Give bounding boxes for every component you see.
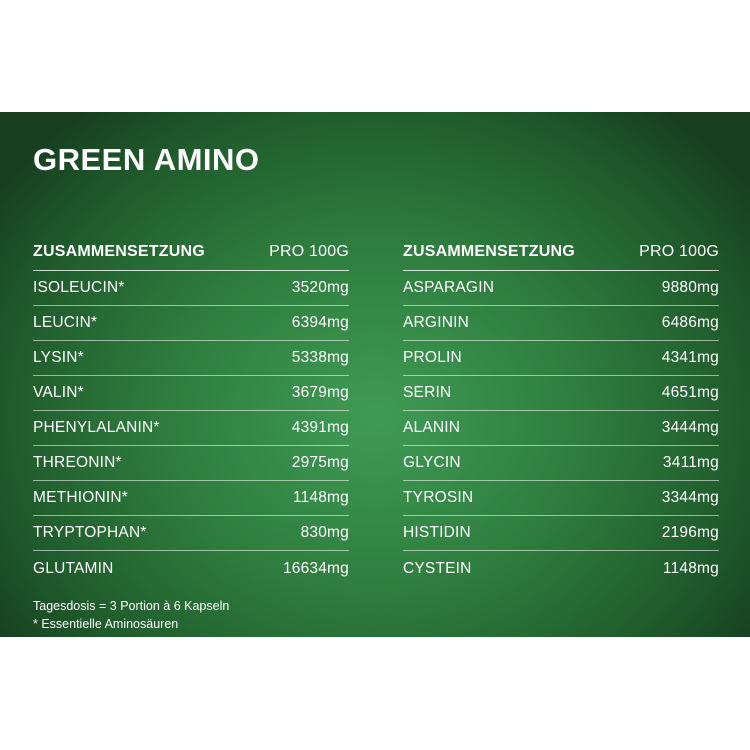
amino-name: THREONIN*	[33, 454, 122, 471]
table-row	[403, 376, 719, 411]
table-row	[33, 411, 349, 446]
amino-value: 3344mg	[661, 489, 719, 506]
table-row	[33, 271, 349, 306]
amino-table-left	[33, 234, 349, 586]
table-row	[33, 376, 349, 411]
column-header-value: PRO 100G	[269, 243, 349, 260]
amino-name: METHIONIN*	[33, 489, 128, 506]
amino-name: LYSIN*	[33, 349, 84, 366]
table-header	[33, 234, 349, 271]
amino-name: SERIN	[403, 384, 452, 401]
nutrition-panel	[0, 112, 750, 637]
amino-value: 5338mg	[291, 349, 349, 366]
column-header-name: ZUSAMMENSETZUNG	[403, 243, 575, 260]
footnotes	[33, 597, 229, 633]
table-row	[403, 551, 719, 586]
amino-name: TRYPTOPHAN*	[33, 524, 147, 541]
table-row	[33, 341, 349, 376]
amino-name: VALIN*	[33, 384, 84, 401]
amino-name: GLYCIN	[403, 454, 461, 471]
amino-value: 3444mg	[661, 419, 719, 436]
amino-value: 4341mg	[661, 349, 719, 366]
table-row	[33, 446, 349, 481]
amino-value: 6486mg	[661, 314, 719, 331]
amino-name: TYROSIN	[403, 489, 474, 506]
amino-value: 3520mg	[291, 279, 349, 296]
table-row	[33, 481, 349, 516]
table-row	[403, 481, 719, 516]
amino-name: ASPARAGIN	[403, 279, 495, 296]
table-row	[403, 271, 719, 306]
table-row	[33, 306, 349, 341]
amino-name: CYSTEIN	[403, 559, 472, 577]
table-row	[33, 516, 349, 551]
amino-value: 2196mg	[661, 524, 719, 541]
dosage-note: Tagesdosis = 3 Portion à 6 Kapseln	[33, 599, 230, 613]
amino-name: HISTIDIN	[403, 524, 471, 541]
table-row	[403, 306, 719, 341]
amino-value: 4651mg	[661, 384, 719, 401]
amino-name: ARGININ	[403, 314, 469, 331]
amino-value: 1148mg	[662, 559, 719, 577]
amino-table-right	[403, 234, 719, 586]
amino-name: ALANIN	[403, 419, 461, 436]
table-row	[403, 341, 719, 376]
amino-name: PROLIN	[403, 349, 462, 366]
amino-value: 6394mg	[291, 314, 349, 331]
amino-name: ISOLEUCIN*	[33, 279, 125, 296]
amino-value: 16634mg	[282, 559, 349, 577]
amino-name: GLUTAMIN	[33, 559, 114, 577]
column-header-name: ZUSAMMENSETZUNG	[33, 243, 205, 260]
amino-value: 3411mg	[662, 454, 719, 471]
amino-name: PHENYLALANIN*	[33, 419, 160, 436]
table-row	[33, 551, 349, 586]
table-row	[403, 446, 719, 481]
product-title: GREEN AMINO	[33, 142, 260, 177]
amino-name: LEUCIN*	[33, 314, 98, 331]
amino-value: 4391mg	[291, 419, 349, 436]
table-row	[403, 411, 719, 446]
amino-value: 3679mg	[291, 384, 349, 401]
amino-value: 2975mg	[291, 454, 349, 471]
table-header	[403, 234, 719, 271]
essential-note: * Essentielle Aminosäuren	[33, 617, 179, 631]
amino-value: 9880mg	[661, 279, 719, 296]
column-header-value: PRO 100G	[639, 243, 719, 260]
amino-value: 830mg	[300, 524, 349, 541]
table-row	[403, 516, 719, 551]
amino-value: 1148mg	[292, 489, 349, 506]
